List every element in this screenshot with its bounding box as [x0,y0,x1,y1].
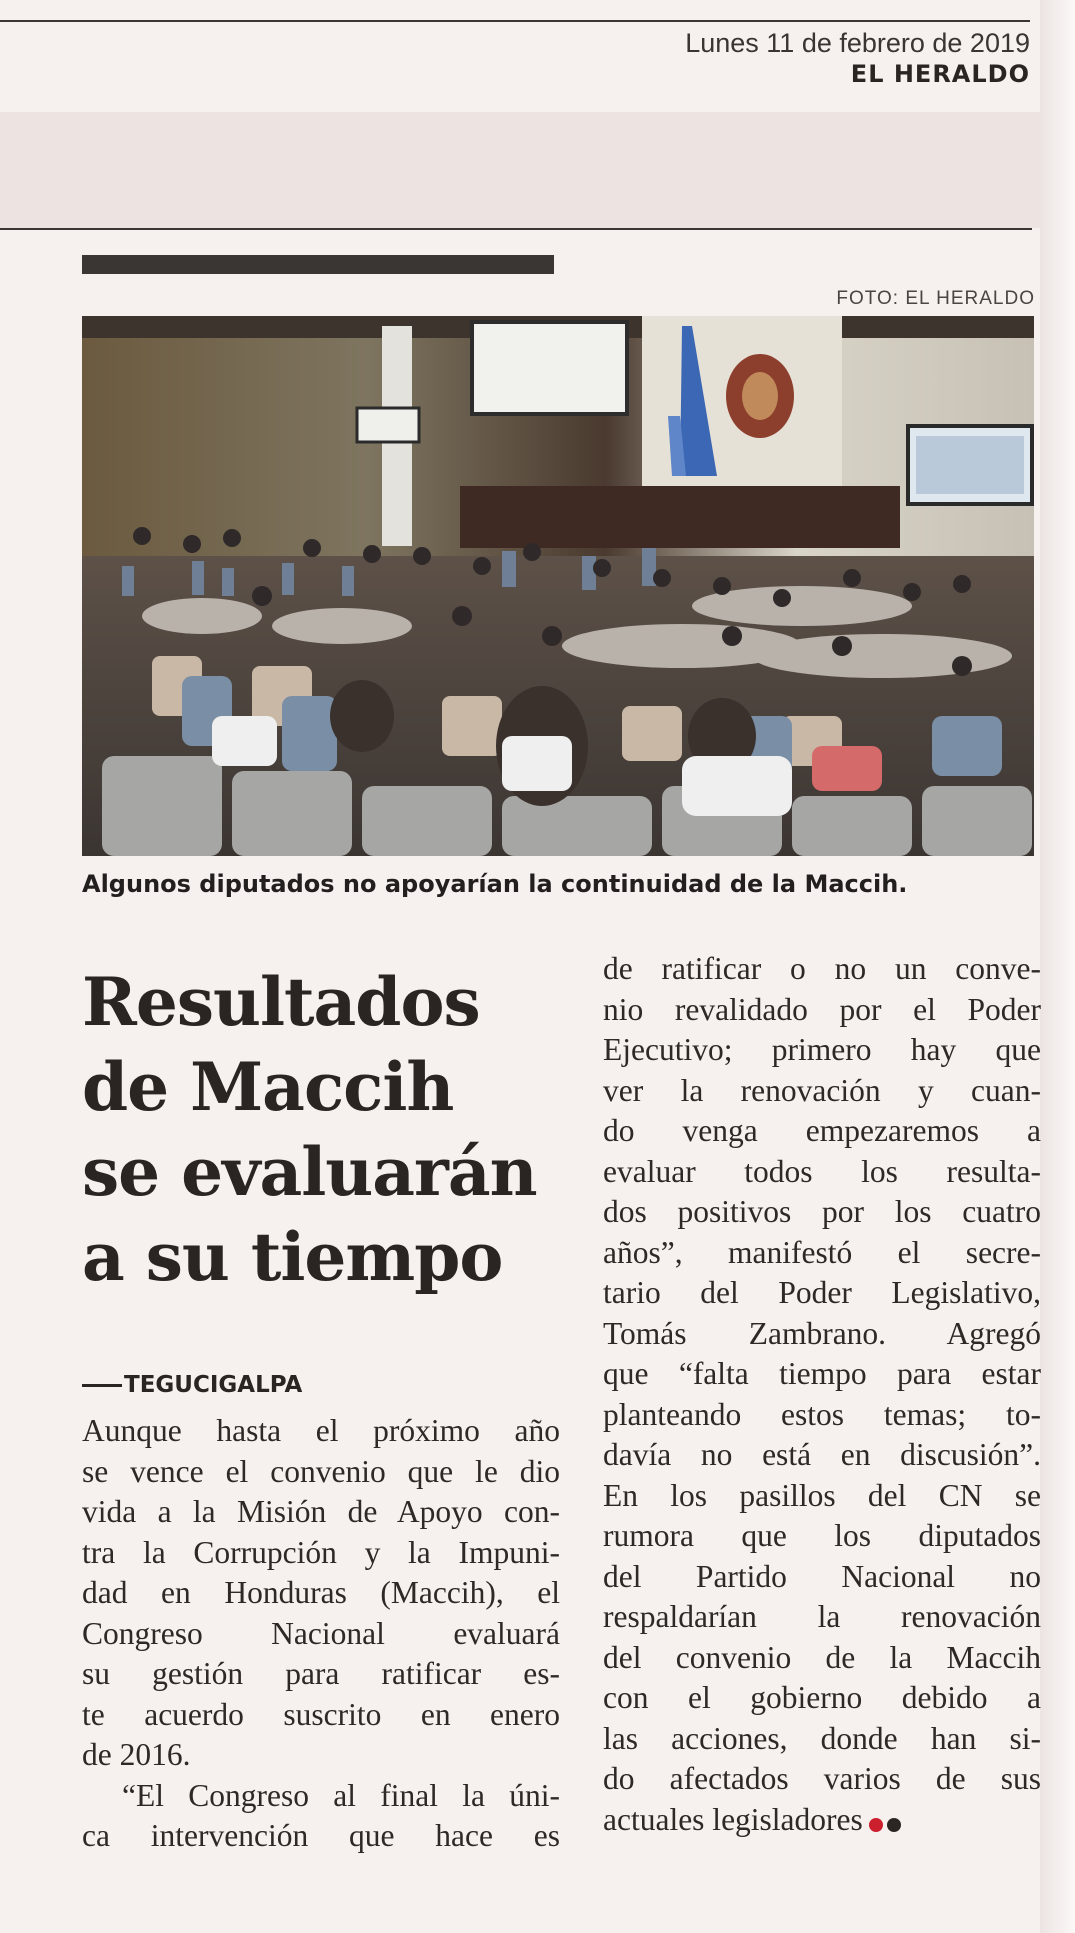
article-text-line: las acciones, donde han si- [603,1720,1041,1756]
section-rule [0,228,1032,230]
article-text-line: actuales legisladores [603,1800,1041,1843]
article-text-line: tra la Corrupción y la Impuni- [82,1534,560,1570]
article-text-line: planteando estos temas; to- [603,1396,1041,1432]
article-text-line: ca intervención que hace es [82,1818,560,1853]
top-rule [0,20,1030,22]
section-bar [82,255,554,274]
article-text-line: davía no está en discusión”. [603,1437,1041,1472]
headline-line: Resultados [82,963,480,1041]
article-text-line: de 2016. [82,1737,191,1772]
article-dateline [82,1372,302,1398]
article-text-line: del Partido Nacional no [603,1558,1041,1594]
article-text-line: años”, manifestó el secre- [603,1234,1041,1270]
article-text-line: se vence el convenio que le dio [82,1453,560,1489]
dateline-text: TEGUCIGALPA [124,1372,303,1398]
headline-line: a su tiempo [82,1218,503,1296]
article-text-line: “El Congreso al final la úni- [122,1777,560,1813]
article-text-line: rumora que los diputados [603,1518,1041,1553]
article-text-line: evaluar todos los resulta- [603,1153,1041,1189]
article-text-line: dos positivos por los cuatro [603,1194,1041,1229]
article-text-line: dad en Honduras (Maccih), el [82,1575,560,1610]
page-edge [1040,0,1075,1933]
issue-date: Lunes 11 de febrero de 2019 [685,28,1030,58]
article-text-line: En los pasillos del CN se [603,1477,1041,1513]
end-mark-icon [869,1802,905,1843]
headline-line: de Maccih [82,1048,454,1126]
header-band [0,112,1040,228]
end-dot-dark [887,1818,901,1832]
article-text-line: Tomás Zambrano. Agregó [603,1315,1041,1351]
article-text-line: Aunque hasta el próximo año [82,1413,560,1448]
article-text-line: tario del Poder Legislativo, [603,1275,1041,1310]
headline-line: se evaluarán [82,1133,537,1211]
article-text-line: con el gobierno debido a [603,1680,1041,1715]
article-text-line: de ratificar o no un conve- [603,951,1041,986]
article-headline [82,960,602,1300]
article-text-line: do afectados varios de sus [603,1761,1041,1796]
congress-session-photo [82,316,1034,856]
end-dot-red [869,1818,883,1832]
article-text-line: Congreso Nacional evaluará [82,1615,560,1651]
dateline-dash [82,1384,122,1387]
article-text-line: te acuerdo suscrito en enero [82,1696,560,1732]
article-text-line: su gestión para ratificar es- [82,1656,560,1691]
article-text-line: nio revalidado por el Poder [603,991,1041,1027]
article-text-line: respaldarían la renovación [603,1599,1041,1634]
photo-credit: FOTO: EL HERALDO [836,288,1035,309]
article-text-line: que “falta tiempo para estar [603,1356,1041,1391]
article-text-line: del convenio de la Maccih [603,1639,1041,1675]
photo-caption: Algunos diputados no apoyarían la continuidad de la Maccih. [82,870,908,898]
newspaper-brand: EL HERALDO [850,60,1030,88]
article-column-right [603,949,1041,1843]
article-text-line: do venga empezaremos a [603,1113,1041,1148]
article-text-line: vida a la Misión de Apoyo con- [82,1494,560,1529]
article-text-line: ver la renovación y cuan- [603,1072,1041,1108]
article-text-line: Ejecutivo; primero hay que [603,1032,1041,1067]
article-column-left [82,1411,560,1857]
